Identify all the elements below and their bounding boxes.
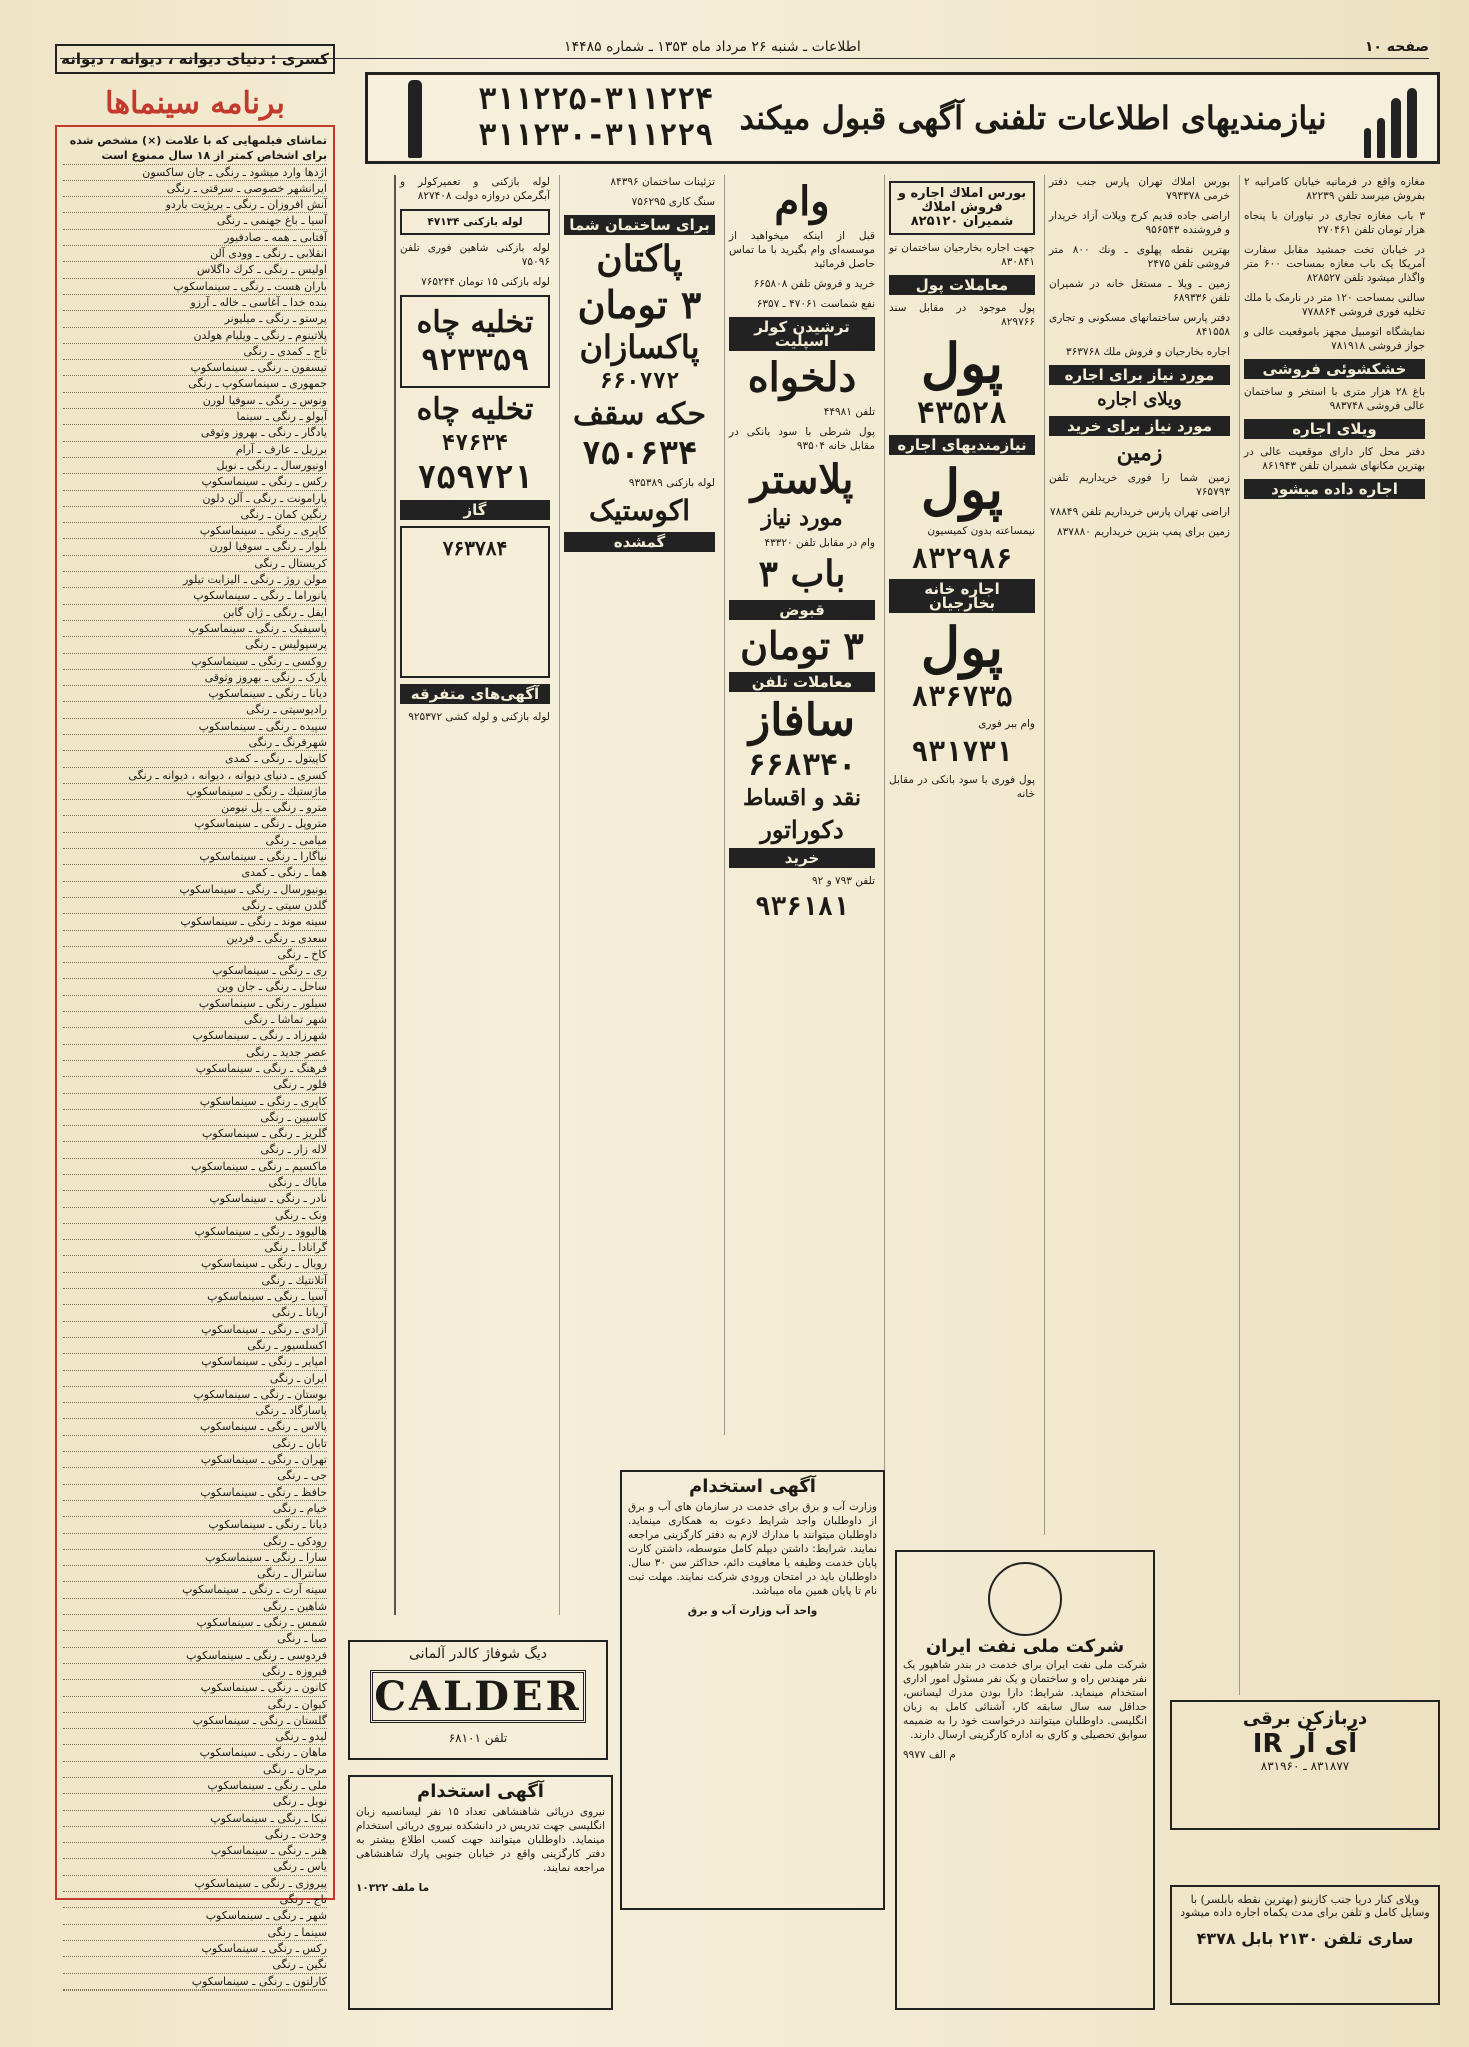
cinema-row: ری ـ رنگی ـ سینماسکوپ [63, 963, 327, 979]
ad: اراضی تهران پارس خریداریم تلفن ۷۸۸۴۹ [1050, 505, 1230, 518]
cinema-row: بنده خدا ـ آغاسی ـ خاله ـ آرزو [63, 295, 327, 311]
family-illustration-icon [1353, 78, 1423, 158]
cinema-row: دیانا ـ رنگی ـ سینماسکوپ [63, 1517, 327, 1533]
cinema-row: پارک ـ رنگی ـ بهروز وثوقی [63, 670, 327, 686]
section-heading: قبوض [729, 600, 875, 620]
cinema-row: ونوس ـ رنگی ـ سوفیا لورن [63, 393, 327, 409]
big-ad: پاکتان [596, 238, 683, 280]
villa-ad-text: ویلای کنار دریا جنب کازینو (بهترین نقطه بابلسر) با وسایل کامل و تلفن برای مدت یکماه اجاره داده میشود [1180, 1893, 1430, 1919]
big-ad-number: ۹۳۶۱۸۱ [755, 891, 849, 922]
cinema-row: گلدن سیتی ـ رنگی [63, 898, 327, 914]
cinema-row: کانون ـ رنگی ـ سینماسکوپ [63, 1680, 327, 1696]
ad: لوله بازکنی و لوله کشی ۹۲۵۳۷۲ [408, 711, 550, 724]
cinema-row: کاسپین ـ رنگی [63, 1110, 327, 1126]
cinema-row: مولن روژ ـ رنگی ـ الیزابت تیلور [63, 572, 327, 588]
cinema-row: کاپیتول ـ رنگی ـ کمدی [63, 751, 327, 767]
cinema-row: ماکسیم ـ رنگی ـ سینماسکوپ [63, 1159, 327, 1175]
cinema-row: آسیا ـ رنگی ـ سینماسکوپ [63, 1289, 327, 1305]
section-heading: اجاره خانه بخارجیان [889, 579, 1035, 613]
big-ad-number: ۹۲۳۳۵۹ [420, 342, 530, 378]
big-ad: پول [920, 615, 1004, 680]
big-ad: تخلیه چاه [416, 392, 534, 427]
ad: ۳ باب مغازه تجاری در نیاوران با پنجاه هزار تومان تلفن ۲۷۰۴۶۱ [1244, 210, 1425, 236]
cinema-row: حافظ ـ رنگی ـ سینماسکوپ [63, 1485, 327, 1501]
job-ad-title: آگهی استخدام [417, 1781, 544, 1802]
cinema-row: ملی ـ رنگی ـ سینماسکوپ [63, 1778, 327, 1794]
cinema-row: پاسارگاد ـ رنگی [63, 1403, 327, 1419]
calder-logo: CALDER [370, 1670, 586, 1723]
cinema-row: برزیل ـ عارف ـ آرام [63, 442, 327, 458]
cinema-row: پالاس ـ رنگی ـ سینماسکوپ [63, 1419, 327, 1435]
ad: وام در مقابل تلفن ۴۳۳۲۰ [764, 537, 875, 550]
banner-title: نیازمندیهای اطلاعات تلفنی آگهی قبول میکند [739, 99, 1327, 137]
cinema-row: شهر تماشا ـ رنگی [63, 1012, 327, 1028]
big-ad: ۳ تومان [740, 622, 864, 668]
section-heading: معاملات تلفن [729, 672, 875, 692]
cinema-row: رکس ـ رنگی ـ سینماسکوپ [63, 1941, 327, 1957]
section-heading: معاملات پول [889, 275, 1035, 295]
cinema-row: شهرزاد ـ رنگی ـ سینماسکوپ [63, 1028, 327, 1044]
cinema-row: هنر ـ رنگی ـ سینماسکوپ [63, 1843, 327, 1859]
door-opener-title: دربازکن برقی [1242, 1708, 1368, 1729]
ad: نمایشگاه اتومبیل مجهز باموقعیت عالی و جواز فروشی ۷۸۱۹۱۸ [1244, 326, 1425, 352]
cinema-row: تابان ـ رنگی [63, 1436, 327, 1452]
cinema-row: کاخ ـ رنگی [63, 947, 327, 963]
cinema-row: فردوسی ـ رنگی ـ سینماسکوپ [63, 1648, 327, 1664]
cinema-row: ایفل ـ رنگی ـ ژان گابن [63, 605, 327, 621]
big-ad-number: ۴۳۵۲۸ [916, 395, 1008, 431]
cinema-row: روکسی ـ رنگی ـ سینماسکوپ [63, 654, 327, 670]
cinema-row: متروپل ـ رنگی ـ سینماسکوپ [63, 816, 327, 832]
cinema-row: رودکی ـ رنگی [63, 1534, 327, 1550]
section-heading: ویلای اجاره [1097, 389, 1182, 410]
cinema-row: بلوار ـ رنگی ـ سوفیا لورن [63, 539, 327, 555]
cinema-row: بوستان ـ رنگی ـ سینماسکوپ [63, 1387, 327, 1403]
cinema-row: آپولو ـ رنگی ـ سینما [63, 409, 327, 425]
cinema-row: خیام ـ رنگی [63, 1501, 327, 1517]
cinema-row: شمس ـ رنگی ـ سینماسکوپ [63, 1615, 327, 1631]
ad: پول شرطی با سود بانکی در مقابل خانه ۹۳۵۰۴ [729, 426, 875, 452]
cinema-row: سیلور ـ رنگی ـ سینماسکوپ [63, 996, 327, 1012]
door-opener-ad [1170, 1700, 1440, 1830]
classified-banner [365, 72, 1440, 164]
cinema-row: امپایر ـ رنگی ـ سینماسکوپ [63, 1354, 327, 1370]
cinema-row: تیسفون ـ رنگی ـ سینماسکوپ [63, 360, 327, 376]
big-ad: دلخواه [747, 354, 857, 401]
cinema-row: سینما ـ رنگی [63, 1925, 327, 1941]
cinema-row: کیوان ـ رنگی [63, 1697, 327, 1713]
cinema-row: کاپری ـ رنگی ـ سینماسکوپ [63, 1094, 327, 1110]
ad: در خیابان تخت جمشید مقابل سفارت آمریکا یک باب مغازه بمساحت ۶۰۰ متر واگذار میشود تلفن ۸۲۸۵۲۷ [1244, 244, 1425, 284]
job-ad-sign: واحد آب وزارت آب و برق [687, 1605, 818, 1617]
villa-ad-phone: ساری تلفن ۲۱۳۰ بابل ۴۳۷۸ [1196, 1929, 1414, 1948]
cinema-row: نیکا ـ رنگی ـ سینماسکوپ [63, 1811, 327, 1827]
cinema-intro: تماشای فیلمهایی که با علامت (×) مشخص شده برای اشخاص کمتر از ۱۸ سال ممنوع است [63, 133, 327, 165]
ad: دفتر پارس ساختمانهای مسکونی و تجاری ۸۴۱۵۵۸ [1049, 312, 1230, 338]
big-ad: وام [774, 178, 830, 225]
job-ad-body: نیروی دریائی شاهنشاهی تعداد ۱۵ نفر لیسانسیه زبان انگلیسی جهت تدریس در دانشکده نیروی دریائی استخدام مینماید. داوطلبان میتوانند جهت کسب اطلاع بیشتر به دفتر کارگزینی واقع در خیابان جنوبی پارك شاهنشاهی مراجعه نمایند. [356, 1806, 606, 1874]
cinema-row: کسری ـ دنیای دیوانه ، دیوانه ، دیوانه ـ رنگی [63, 768, 327, 784]
ad: تزئینات ساختمان ۸۴۳۹۶ [610, 176, 715, 188]
cinema-row: پارامونت ـ رنگی ـ آلن دلون [63, 491, 327, 507]
big-ad: تخلیه چاه [416, 305, 534, 340]
ad: زمین برای پمپ بنزین خریداریم ۸۳۷۸۸۰ [1057, 525, 1230, 538]
cinema-row: سینه آرت ـ رنگی ـ سینماسکوپ [63, 1582, 327, 1598]
big-ad: باب ۳ [758, 553, 846, 596]
big-ad-number: ۸۳۶۷۳۵ [911, 679, 1013, 713]
cinema-row: آنش افروزان ـ رنگی ـ بریژیت باردو [63, 197, 327, 213]
cinema-row: آریانا ـ رنگی [63, 1305, 327, 1321]
cinema-row: عصر جدید ـ رنگی [63, 1045, 327, 1061]
ads-column-2 [1044, 175, 1234, 1535]
oil-company-title: شرکت ملی نفت ایران [925, 1636, 1125, 1657]
job-ad-title: آگهی استخدام [689, 1476, 816, 1497]
section-heading: آگهی‌های متفرقه [400, 684, 550, 704]
cinema-row: شهرفرنگ ـ رنگی [63, 735, 327, 751]
cinema-row: انقلابی ـ رنگی ـ وودی آلن [63, 246, 327, 262]
banner-phone-line-1: ۳۱۱۲۲۵-۳۱۱۲۲۴ [478, 82, 714, 117]
cinema-row: نیاگارا ـ رنگی ـ سینماسکوپ [63, 849, 327, 865]
cinema-row: ونک ـ رنگی [63, 1208, 327, 1224]
section-heading: زمین [1116, 439, 1163, 466]
cinema-row: تاج ـ رنگی [63, 1892, 327, 1908]
section-heading: خشکشوئی فروشی [1244, 359, 1425, 379]
banner-phones [478, 82, 713, 154]
door-opener-logo: IR آی آر [1252, 1729, 1358, 1759]
big-ad-number: ۶۶۰۷۷۲ [599, 369, 680, 395]
ad: دفتر محل کار دارای موقعیت عالی در بهترین مکانهای شمیران تلفن ۸۶۱۹۴۳ [1244, 446, 1425, 472]
cinema-row: هما ـ رنگی ـ کمدی [63, 865, 327, 881]
big-ad: دکوراتور [760, 814, 844, 844]
cinema-list [55, 125, 335, 1988]
ads-column-5 [559, 175, 719, 1615]
job-ad-body: وزارت آب و برق برای خدمت در سازمان های آب و برق از داوطلبان واجد شرایط دعوت به همکاری مینماید. داوطلبان میتوانند با مدارك لازم به دفتر کارگزینی مراجعه نمایند. شرایط: داشتن دیپلم کامل متوسطه، داشتن کارت پایان خدمت وظیفه یا معافیت دائم، حداکثر سن ۳۰ سال. داوطلبان باید در امتحان ورودی شرکت نمایند. مهلت ثبت نام تا پایان همین ماه میباشد. [628, 1501, 877, 1597]
cinema-row: آفتابی ـ همه ـ صادفیور [63, 230, 327, 246]
calder-ad [348, 1640, 608, 1760]
cinema-row: یاس ـ رنگی [63, 1859, 327, 1875]
oil-company-body: شرکت ملی نفت ایران برای خدمت در بندر شاهپور یک نفر مهندس راه و ساختمان و یک نفر مسئول امور اداری استخدام مینماید. شرایط: دارا بودن مدرك لیسانس، حداقل سه سال سابقه کار، آشنائی کامل به زبان انگلیسی. داوطلبان میتوانند درخواست خود را به ضمیمه سوابق تحصیلی و کاری به اداره کارگزینی ارسال دارند. [903, 1659, 1147, 1741]
section-heading: گاز [400, 500, 550, 520]
cinema-row: فیروزه ـ رنگی [63, 1664, 327, 1680]
ad: نفع شماست ۴۷۰۶۱ ـ ۶۳۵۷ [756, 298, 875, 310]
big-ad: نقد و اقساط [742, 785, 862, 812]
cinema-row: فلور ـ رنگی [63, 1077, 327, 1093]
ad: لوله بازکنی و تعمیرکولر و آبگرمکن دروازه دولت ۸۲۷۴۰۸ [400, 176, 550, 202]
cinema-row: اکسلسیور ـ رنگی [63, 1338, 327, 1354]
section-heading: مورد نیاز برای خرید [1049, 416, 1230, 436]
big-ad: ۳ تومان [577, 281, 702, 327]
ad: وام ببر فوری [978, 718, 1035, 731]
cinema-row: میامی ـ رنگی [63, 833, 327, 849]
ad: نیمساعته بدون کمیسیون [927, 524, 1035, 537]
cinema-row: ساحل ـ رنگی ـ جان وین [63, 979, 327, 995]
issue-info: اطلاعات ـ شنبه ۲۶ مرداد ماه ۱۳۵۳ ـ شماره ۱۴۴۸۵ [564, 39, 861, 55]
cinema-row: یونیورسال ـ رنگی ـ سینماسکوپ [63, 882, 327, 898]
woman-illustration-icon [382, 78, 452, 158]
ad: بورس املاك تهران پارس جنب دفتر خرمی ۷۹۳۳۷۸ [1049, 176, 1230, 202]
cinema-row: کارلتون ـ رنگی ـ سینماسکوپ [63, 1974, 327, 1990]
cinema-row: یادگار ـ رنگی ـ بهروز وثوقی [63, 425, 327, 441]
big-ad: پول [920, 331, 1004, 395]
cinema-row: کاپری ـ رنگی ـ سینماسکوپ [63, 523, 327, 539]
big-ad: مورد نیاز [761, 505, 843, 531]
cinema-row: تهران ـ رنگی ـ سینماسکوپ [63, 1452, 327, 1468]
cinema-row: ایرانشهر خصوصی ـ سرقتی ـ رنگی [63, 181, 327, 197]
ad: تلفن ۷۹۳ و ۹۲ [812, 874, 875, 887]
cinema-row: صبا ـ رنگی [63, 1631, 327, 1647]
villa-ad [1170, 1885, 1440, 2005]
cinema-row: مایاك ـ رنگی [63, 1175, 327, 1191]
oil-company-emblem-icon [988, 1562, 1062, 1636]
big-ad-number: ۷۶۳۷۸۴ [442, 536, 508, 561]
cinema-row: شاهین ـ رنگی [63, 1599, 327, 1615]
oil-company-ref: م الف ۹۹۷۷ [903, 1749, 956, 1761]
ad: سنگ کاری ۷۵۶۲۹۵ [631, 196, 715, 208]
banner-phone-line-2: ۳۱۱۲۳۰-۳۱۱۲۲۹ [478, 118, 714, 153]
page-number: صفحه ۱۰ [1364, 39, 1429, 55]
cinema-row: آتلانتیك ـ رنگی [63, 1273, 327, 1289]
cinema-row: باران هست ـ رنگی ـ سینماسکوپ [63, 279, 327, 295]
cinema-row: گلریز ـ رنگی ـ سینماسکوپ [63, 1126, 327, 1142]
cinema-row: مترو ـ رنگی ـ پل نیومن [63, 800, 327, 816]
cinema-row: رکس ـ رنگی ـ سینماسکوپ [63, 474, 327, 490]
cinema-row: پانوراما ـ رنگی ـ سینماسکوپ [63, 588, 327, 604]
cinema-row: وحدت ـ رنگی [63, 1827, 327, 1843]
cinema-row: سارا ـ رنگی ـ سینماسکوپ [63, 1550, 327, 1566]
cinema-row: ماهان ـ رنگی ـ سینماسکوپ [63, 1745, 327, 1761]
section-heading: ترشیدن کولر اسپلیت [729, 317, 875, 351]
big-ad: حکه سقف [572, 397, 706, 433]
cinema-program-heading: برنامه سینماها [105, 86, 285, 121]
ad: لوله بازکنی ۹۳۵۳۸۹ [628, 477, 715, 490]
big-ad-number: ۷۵۰۶۳۴ [581, 433, 698, 472]
ad: پول فوری با سود بانکی در مقابل خانه [889, 773, 1035, 800]
ad: خرید و فروش تلفن ۶۶۵۸۰۸ [753, 278, 875, 290]
cinema-row: سانترال ـ رنگی [63, 1566, 327, 1582]
ad: لوله بازکنی ۱۵ تومان ۷۶۵۲۴۴ [421, 276, 550, 288]
cinema-row: پیروزی ـ رنگی ـ سینماسکوپ [63, 1876, 327, 1892]
oil-company-ad [895, 1550, 1155, 2010]
cinema-row: سعدی ـ رنگی ـ فردین [63, 931, 327, 947]
job-ad-sign: ما ملف ۱۰۳۲۲ [356, 1882, 430, 1894]
big-ad: پول [920, 457, 1004, 522]
calder-bottom: تلفن ۶۸۱۰۱ [448, 1731, 508, 1745]
ad: زمین شما را فوری خریداریم تلفن ۷۶۵۷۹۳ [1049, 471, 1230, 498]
calder-top: دیگ شوفاژ کالدر آلمانی [408, 1646, 548, 1662]
ad-box: لوله بازکنی ۴۷۱۳۴ [400, 209, 550, 235]
cinema-row: کریستال ـ رنگی [63, 556, 327, 572]
cinema-row: پاسیفیک ـ رنگی ـ سینماسکوپ [63, 621, 327, 637]
cinema-row: لیدو ـ رنگی [63, 1729, 327, 1745]
ad: تلفن ۴۴۹۸۱ [823, 406, 875, 418]
section-heading: خرید [729, 848, 875, 868]
section-heading: برای ساختمان شما [564, 215, 715, 235]
cinema-row: آسیا ـ باغ جهنمی ـ رنگی [63, 213, 327, 229]
ad: مغازه واقع در فرمانیه خیابان کامرانیه ۲ بفروش میرسد تلفن ۸۲۲۳۹ [1244, 176, 1425, 202]
ad: جهت اجاره بخارجیان ساختمان نو ۸۳۰۸۴۱ [889, 242, 1035, 268]
cinema-row: نگین ـ رنگی [63, 1957, 327, 1973]
cinema-row: تاج ـ کمدی ـ رنگی [63, 344, 327, 360]
cinema-row: پرسپولیس ـ رنگی [63, 637, 327, 653]
ad: سالنی بمساحت ۱۲۰ متر در نارمک با ملك تخلیه فوری فروشی ۷۷۸۸۶۴ [1244, 292, 1425, 318]
section-heading: ویلای اجاره [1244, 419, 1425, 439]
ad-box: بورس املاك اجاره و فروش املاك شمیران ۸۲۵۱۲۰ [889, 181, 1035, 235]
cinema-row: مرجان ـ رنگی [63, 1762, 327, 1778]
cinema-row: رویال ـ رنگی ـ سینماسکوپ [63, 1256, 327, 1272]
kasra-cinema-title: کسری : دنیای دیوانه ، دیوانه ، دیوانه [55, 44, 335, 74]
cinema-row: نادر ـ رنگی ـ سینماسکوپ [63, 1191, 327, 1207]
job-ad-water-power [620, 1470, 885, 1910]
big-ad-number: ۸۳۲۹۸۶ [911, 541, 1013, 575]
big-ad: پلاستر [750, 456, 854, 503]
cinema-row: دیانا ـ رنگی ـ سینماسکوپ [63, 686, 327, 702]
ad: لوله بازکنی شاهین فوری تلفن ۷۵۰۹۶ [400, 242, 550, 268]
ads-column-1 [1239, 175, 1429, 1695]
cinema-row: اولیس ـ رنگی ـ کرك داگلاس [63, 262, 327, 278]
cinema-row: سپیده ـ رنگی ـ سینماسکوپ [63, 719, 327, 735]
section-heading: اجاره داده میشود [1244, 479, 1425, 499]
cinema-rows [63, 165, 327, 1991]
ads-column-4 [724, 175, 879, 1435]
section-heading: گمشده [564, 532, 715, 552]
ad: قبل از اینکه میخواهید از موسسه‌ای وام بگیرید با ما تماس حاصل فرمائید [729, 230, 875, 270]
big-ad: پاکسازان [579, 327, 700, 366]
cinema-row: شهر ـ رنگی ـ سینماسکوپ [63, 1908, 327, 1924]
cinema-row: هالیوود ـ رنگی ـ سینماسکوپ [63, 1224, 327, 1240]
ad: اراضی جاده قدیم کرج ویلات آزاد خریدار و فروشنده ۹۵۶۵۴۳ [1049, 210, 1230, 236]
job-ad-navy [348, 1775, 613, 2010]
ad: پول موجود در مقابل سند ۸۲۹۷۶۶ [889, 302, 1035, 328]
big-ad: اکوستیک [589, 494, 690, 528]
cinema-column [55, 44, 335, 1994]
cinema-row: جمهوری ـ سینماسکوپ ـ رنگی [63, 376, 327, 392]
ad: بهترین نقطه پهلوی ـ ونك ۸۰۰ متر فروشی تلفن ۲۴۷۵ [1049, 244, 1230, 270]
big-ad-number: ۷۵۹۷۲۱ [417, 457, 533, 496]
section-heading: نیازمندیهای اجاره [889, 435, 1035, 455]
gas-heater-ad [400, 526, 550, 678]
cinema-row: آزادی ـ رنگی ـ سینماسکوپ [63, 1322, 327, 1338]
big-ad-number: ۶۶۸۳۴۰ [747, 747, 857, 783]
cinema-row: پلاتینوم ـ رنگی ـ ویلیام هولدن [63, 328, 327, 344]
cinema-row: فرهنگ ـ رنگی ـ سینماسکوپ [63, 1061, 327, 1077]
cinema-row: سینه موند ـ رنگی ـ سینماسکوپ [63, 914, 327, 930]
big-ad-number: ۹۳۱۷۳۱ [911, 735, 1013, 769]
section-heading: مورد نیاز برای اجاره [1049, 365, 1230, 385]
big-ad: سافاز [749, 694, 855, 746]
cinema-row: ماژستیك ـ رنگی ـ سینماسکوپ [63, 784, 327, 800]
cinema-row: جی ـ رنگی [63, 1468, 327, 1484]
ad: اجاره بخارجیان و فروش ملك ۳۶۳۷۶۸ [1066, 346, 1230, 358]
ads-column-6 [394, 175, 554, 1615]
cinema-row: گلستان ـ رنگی ـ سینماسکوپ [63, 1713, 327, 1729]
ad: باغ ۲۸ هزار متری با استخر و ساختمان عالی فروشی ۹۸۳۷۴۸ [1244, 386, 1425, 412]
cinema-row: رنگین کمان ـ رنگی [63, 507, 327, 523]
cinema-row: پرستو ـ رنگی ـ میلیونر [63, 311, 327, 327]
cinema-row: رادیوسیتی ـ رنگی [63, 702, 327, 718]
cinema-row: نوبل ـ رنگی [63, 1794, 327, 1810]
cinema-row: اونیورسال ـ رنگی ـ نوبل [63, 458, 327, 474]
big-ad-number: ۴۷۶۳۴ [441, 430, 509, 456]
cinema-row: لاله زار ـ رنگی [63, 1142, 327, 1158]
door-opener-phone: ۸۳۱۸۷۷ ـ ۸۳۱۹۶۰ [1260, 1759, 1350, 1773]
ad: زمین ـ ویلا ـ مستغل خانه در شمیران تلفن ۶۸۹۳۳۶ [1049, 278, 1230, 304]
ad-box [400, 295, 550, 388]
cinema-row: ایران ـ رنگی [63, 1371, 327, 1387]
ads-column-3 [884, 175, 1039, 1535]
cinema-row: گرانادا ـ رنگی [63, 1240, 327, 1256]
cinema-row: اژدها وارد میشود ـ رنگی ـ جان ساکسون [63, 165, 327, 181]
